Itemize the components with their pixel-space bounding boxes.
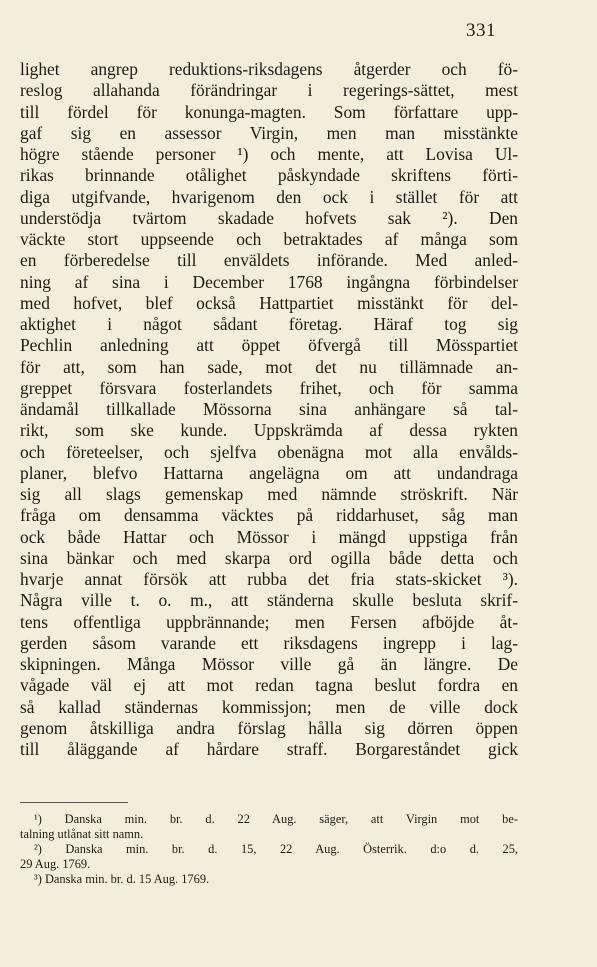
text-line: Några ville t. o. m., att ständerna skulle besluta skrif-	[20, 590, 518, 611]
text-line: väckte stort uppseende och betraktades af många som	[20, 229, 518, 249]
footnotes	[20, 812, 518, 887]
text-line: till fördel för konunga-magten. Som författare upp-	[20, 101, 518, 122]
text-line: understödja tvärtom skadade hofvets sak ²). Den	[20, 207, 518, 228]
text-line: sig all slags gemenskap med nämnde ströskrift. När	[20, 484, 518, 504]
text-line: vågade väl ej att mot redan tagna beslut fordra en	[20, 675, 518, 696]
footnote-line: ¹) Danska min. br. d. 22 Aug. säger, att Virgin mot be-	[34, 812, 518, 826]
text-line: gerden såsom varande ett riksdagens ingrepp i lag-	[20, 632, 518, 653]
text-line: reslog allahanda förändringar i regerings-sättet, mest	[20, 80, 518, 101]
text-line: ning af sina i December 1768 ingångna förbindelser	[20, 271, 518, 292]
text-line: en förberedelse till enväldets införande. Med anled-	[20, 250, 518, 271]
footnote-line: 29 Aug. 1769.	[20, 857, 91, 871]
text-line: rikas brinnande otålighet påskyndade skriftens förti-	[20, 165, 518, 186]
text-line: skipningen. Många Mössor ville gå än längre. De	[20, 654, 518, 674]
text-line: så kallad ständernas kommissjon; men de ville dock	[20, 696, 518, 717]
text-line: till åläggande af hårdare straff. Borgareståndet gick	[20, 739, 518, 759]
text-line: tens offentliga uppbrännande; men Fersen afböjde åt-	[20, 611, 518, 632]
text-line: rikt, som ske kunde. Uppskrämda af dessa rykten	[20, 420, 518, 441]
text-line: gaf sig en assessor Virgin, men man misstänkte	[20, 122, 518, 143]
text-line: aktighet i något sådant företag. Häraf tog sig	[20, 314, 518, 334]
text-line: lighet angrep reduktions-riksdagens åtgerder och fö-	[20, 59, 518, 79]
text-line: greppet försvara fosterlandets frihet, och för samma	[20, 377, 518, 398]
text-line: ock både Hattar och Mössor i mängd uppstiga från	[20, 526, 518, 547]
text-line: planer, blefvo Hattarna angelägna om att undandraga	[20, 462, 518, 483]
page-number: 331	[466, 20, 496, 41]
text-line: genom åtskilliga andra förslag hålla sig dörren öppen	[20, 717, 518, 738]
text-line: Pechlin anledning att öppet öfvergå till Mösspartiet	[20, 335, 518, 356]
body-text	[20, 59, 518, 760]
text-line: ändamål tillkallade Mössorna sina anhängare så tal-	[20, 399, 518, 419]
text-line: för att, som han sade, mot det nu tillämnade an-	[20, 356, 518, 377]
footnote-line: talning utlånat sitt namn.	[20, 827, 144, 841]
text-line: och företeelser, och sjelfva obenägna mot alla envålds-	[20, 441, 518, 462]
text-line: diga utgifvande, hvarigenom den ock i stället för att	[20, 186, 518, 207]
footnote-line: ³) Danska min. br. d. 15 Aug. 1769.	[34, 872, 210, 886]
footnote-divider	[20, 802, 128, 803]
text-line: fråga om densamma väcktes på riddarhuset, såg man	[20, 505, 518, 526]
text-line: högre stående personer ¹) och mente, att Lovisa Ul-	[20, 144, 518, 164]
text-line: med hofvet, blef också Hattpartiet misstänkt för del-	[20, 292, 518, 313]
text-line: sina bänkar och med skarpa ord ogilla både detta och	[20, 547, 518, 568]
footnote-line: ²) Danska min. br. d. 15, 22 Aug. Österrik. d:o d. 25,	[34, 842, 518, 856]
text-line: hvarje annat försök att rubba det fria stats-skicket ³).	[20, 569, 518, 589]
